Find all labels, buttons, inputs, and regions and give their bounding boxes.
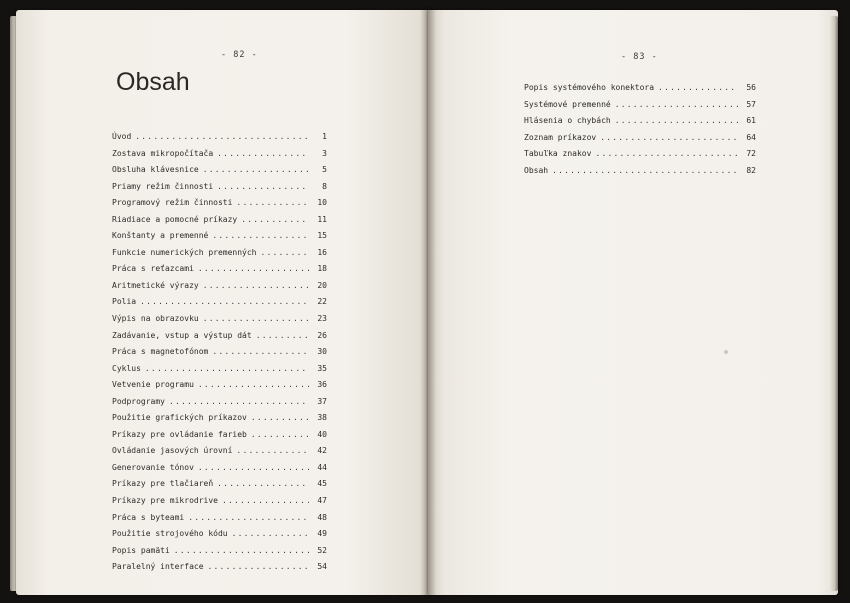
toc-entry	[112, 529, 327, 546]
toc-leader-dots	[217, 479, 309, 488]
toc-entry-title: Paralelný interface	[112, 562, 204, 572]
toc-entry-page: 36	[317, 380, 327, 390]
toc-entry-title: Zadávanie, vstup a výstup dát	[112, 330, 252, 340]
toc-leader-dots	[236, 446, 309, 455]
toc-entry	[524, 83, 756, 100]
toc-entry-page: 8	[322, 181, 327, 191]
toc-leader-dots	[251, 430, 309, 439]
toc-entry-title: Príkazy pre ovládanie farieb	[112, 429, 247, 439]
toc-entry	[524, 149, 756, 166]
toc-entry	[112, 264, 327, 281]
toc-leader-dots	[212, 347, 309, 356]
toc-entry	[112, 463, 327, 480]
toc-entry	[112, 297, 327, 314]
toc-entry-page: 45	[317, 479, 327, 489]
toc-entry-title: Funkcie numerických premenných	[112, 247, 257, 257]
toc-entry-page: 54	[317, 562, 327, 572]
toc-leader-dots	[208, 562, 309, 571]
toc-leader-dots	[222, 496, 309, 505]
open-book	[10, 10, 838, 595]
toc-entry-title: Ovládanie jasových úrovní	[112, 446, 233, 456]
toc-entry-title: Tabuľka znakov	[524, 149, 592, 159]
toc-leader-dots	[212, 231, 309, 240]
toc-entry-title: Popis systémového konektora	[524, 83, 655, 92]
toc-entry-page: 64	[746, 132, 756, 142]
toc-entry-page: 1	[322, 132, 327, 141]
toc-entry-title: Popis pamäti	[112, 545, 170, 555]
toc-leader-dots	[595, 149, 738, 158]
toc-entry	[112, 215, 327, 232]
toc-entry	[112, 479, 327, 496]
toc-entry	[112, 281, 327, 298]
toc-leader-dots	[198, 463, 309, 472]
toc-entry-page: 72	[746, 149, 756, 159]
toc-leader-dots	[232, 529, 309, 538]
toc-entry-page: 3	[322, 148, 327, 158]
toc-entry-page: 52	[317, 545, 327, 555]
toc-entry	[524, 166, 756, 183]
toc-entry	[112, 380, 327, 397]
toc-entry-page: 11	[317, 214, 327, 224]
toc-entry-page: 49	[317, 529, 327, 539]
toc-entry-page: 16	[317, 247, 327, 257]
toc-entry-page: 20	[317, 280, 327, 290]
toc-entry	[112, 513, 327, 530]
toc-entry-title: Zostava mikropočítača	[112, 148, 214, 158]
toc-entry-title: Programový režim činnosti	[112, 198, 233, 208]
toc-entry	[112, 397, 327, 414]
toc-entry	[112, 182, 327, 199]
toc-entry-page: 22	[317, 297, 327, 307]
toc-leader-dots	[552, 166, 738, 175]
toc-entry-page: 42	[317, 446, 327, 456]
toc-leader-dots	[658, 83, 738, 92]
toc-entry-title: Použitie grafických príkazov	[112, 413, 247, 423]
toc-entry	[112, 149, 327, 166]
left-page-number: - 82 -	[221, 50, 258, 60]
toc-entry-page: 48	[317, 512, 327, 522]
toc-entry-page: 57	[746, 99, 756, 109]
toc-entry	[524, 133, 756, 150]
toc-entry-title: Úvod	[112, 132, 132, 141]
toc-entry-title: Hlásenia o chybách	[524, 116, 611, 126]
toc-entry	[112, 562, 327, 579]
page-heading: Obsah	[116, 68, 190, 96]
toc-entry-title: Riadiace a pomocné príkazy	[112, 214, 238, 224]
toc-entry-page: 35	[317, 363, 327, 373]
left-page	[16, 10, 428, 595]
toc-entry	[112, 496, 327, 513]
toc-entry-page: 38	[317, 413, 327, 423]
paper-stain	[724, 350, 728, 354]
toc-entry	[112, 132, 327, 149]
toc-entry-page: 82	[746, 165, 756, 175]
toc-entry-page: 30	[317, 347, 327, 357]
toc-entry-title: Výpis na obrazovku	[112, 314, 199, 324]
toc-leader-dots	[241, 215, 309, 224]
toc-entry-title: Príkazy pre tlačiareň	[112, 479, 214, 489]
toc-entry	[112, 430, 327, 447]
right-page-number: - 83 -	[621, 52, 658, 62]
toc-entry-title: Práca s magnetofónom	[112, 347, 209, 357]
toc-entry-page: 56	[746, 83, 756, 92]
toc-entry-title: Systémové premenné	[524, 99, 611, 109]
toc-entry-page: 18	[317, 264, 327, 274]
toc-leader-dots	[174, 546, 309, 555]
toc-entry	[112, 231, 327, 248]
toc-leader-dots	[145, 364, 309, 373]
toc-entry-title: Priamy režim činnosti	[112, 181, 214, 191]
toc-entry-page: 26	[317, 330, 327, 340]
toc-entry-page: 44	[317, 462, 327, 472]
book-gutter	[420, 10, 436, 595]
table-of-contents-right	[524, 83, 756, 182]
toc-leader-dots	[203, 281, 309, 290]
toc-entry-page: 37	[317, 396, 327, 406]
toc-entry-title: Konštanty a premenné	[112, 231, 209, 241]
toc-entry-page: 40	[317, 429, 327, 439]
toc-entry	[112, 413, 327, 430]
toc-entry-title: Vetvenie programu	[112, 380, 194, 390]
toc-entry-title: Generovanie tónov	[112, 462, 194, 472]
toc-entry	[524, 100, 756, 117]
toc-leader-dots	[203, 165, 309, 174]
toc-entry-page: 5	[322, 165, 327, 175]
toc-entry-title: Použitie strojového kódu	[112, 529, 228, 539]
toc-entry-title: Práca s reťazcami	[112, 264, 194, 274]
toc-entry-title: Príkazy pre mikrodrive	[112, 496, 218, 506]
toc-entry	[112, 198, 327, 215]
toc-leader-dots	[198, 380, 309, 389]
toc-entry-title: Zoznam príkazov	[524, 132, 597, 142]
toc-entry	[112, 364, 327, 381]
toc-leader-dots	[198, 264, 309, 273]
toc-entry	[524, 116, 756, 133]
toc-leader-dots	[261, 248, 310, 257]
toc-leader-dots	[135, 132, 309, 141]
toc-entry	[112, 314, 327, 331]
table-of-contents-left	[112, 132, 327, 579]
toc-entry-title: Obsah	[524, 165, 549, 175]
toc-leader-dots	[203, 314, 309, 323]
toc-entry-page: 15	[317, 231, 327, 241]
toc-entry-title: Obsluha klávesnice	[112, 165, 199, 175]
toc-leader-dots	[217, 149, 309, 158]
toc-entry-page: 61	[746, 116, 756, 126]
toc-entry	[112, 165, 327, 182]
toc-entry	[112, 248, 327, 265]
toc-leader-dots	[236, 198, 309, 207]
toc-leader-dots	[615, 100, 738, 109]
toc-entry-title: Aritmetické výrazy	[112, 280, 199, 290]
toc-leader-dots	[217, 182, 309, 191]
right-page-edges	[830, 16, 838, 591]
toc-entry-title: Polia	[112, 297, 137, 307]
toc-entry-page: 10	[317, 198, 327, 208]
toc-entry	[112, 546, 327, 563]
toc-entry-page: 23	[317, 314, 327, 324]
toc-leader-dots	[188, 513, 309, 522]
toc-entry	[112, 331, 327, 348]
toc-leader-dots	[251, 413, 309, 422]
toc-leader-dots	[600, 133, 738, 142]
toc-entry-title: Podprogramy	[112, 396, 165, 406]
toc-entry-title: Práca s byteami	[112, 512, 185, 522]
toc-leader-dots	[140, 297, 309, 306]
toc-leader-dots	[256, 331, 309, 340]
toc-leader-dots	[169, 397, 309, 406]
toc-entry-page: 47	[317, 496, 327, 506]
toc-entry	[112, 446, 327, 463]
toc-entry-title: Cyklus	[112, 363, 141, 373]
toc-leader-dots	[615, 116, 738, 125]
toc-entry	[112, 347, 327, 364]
right-page	[428, 10, 838, 595]
